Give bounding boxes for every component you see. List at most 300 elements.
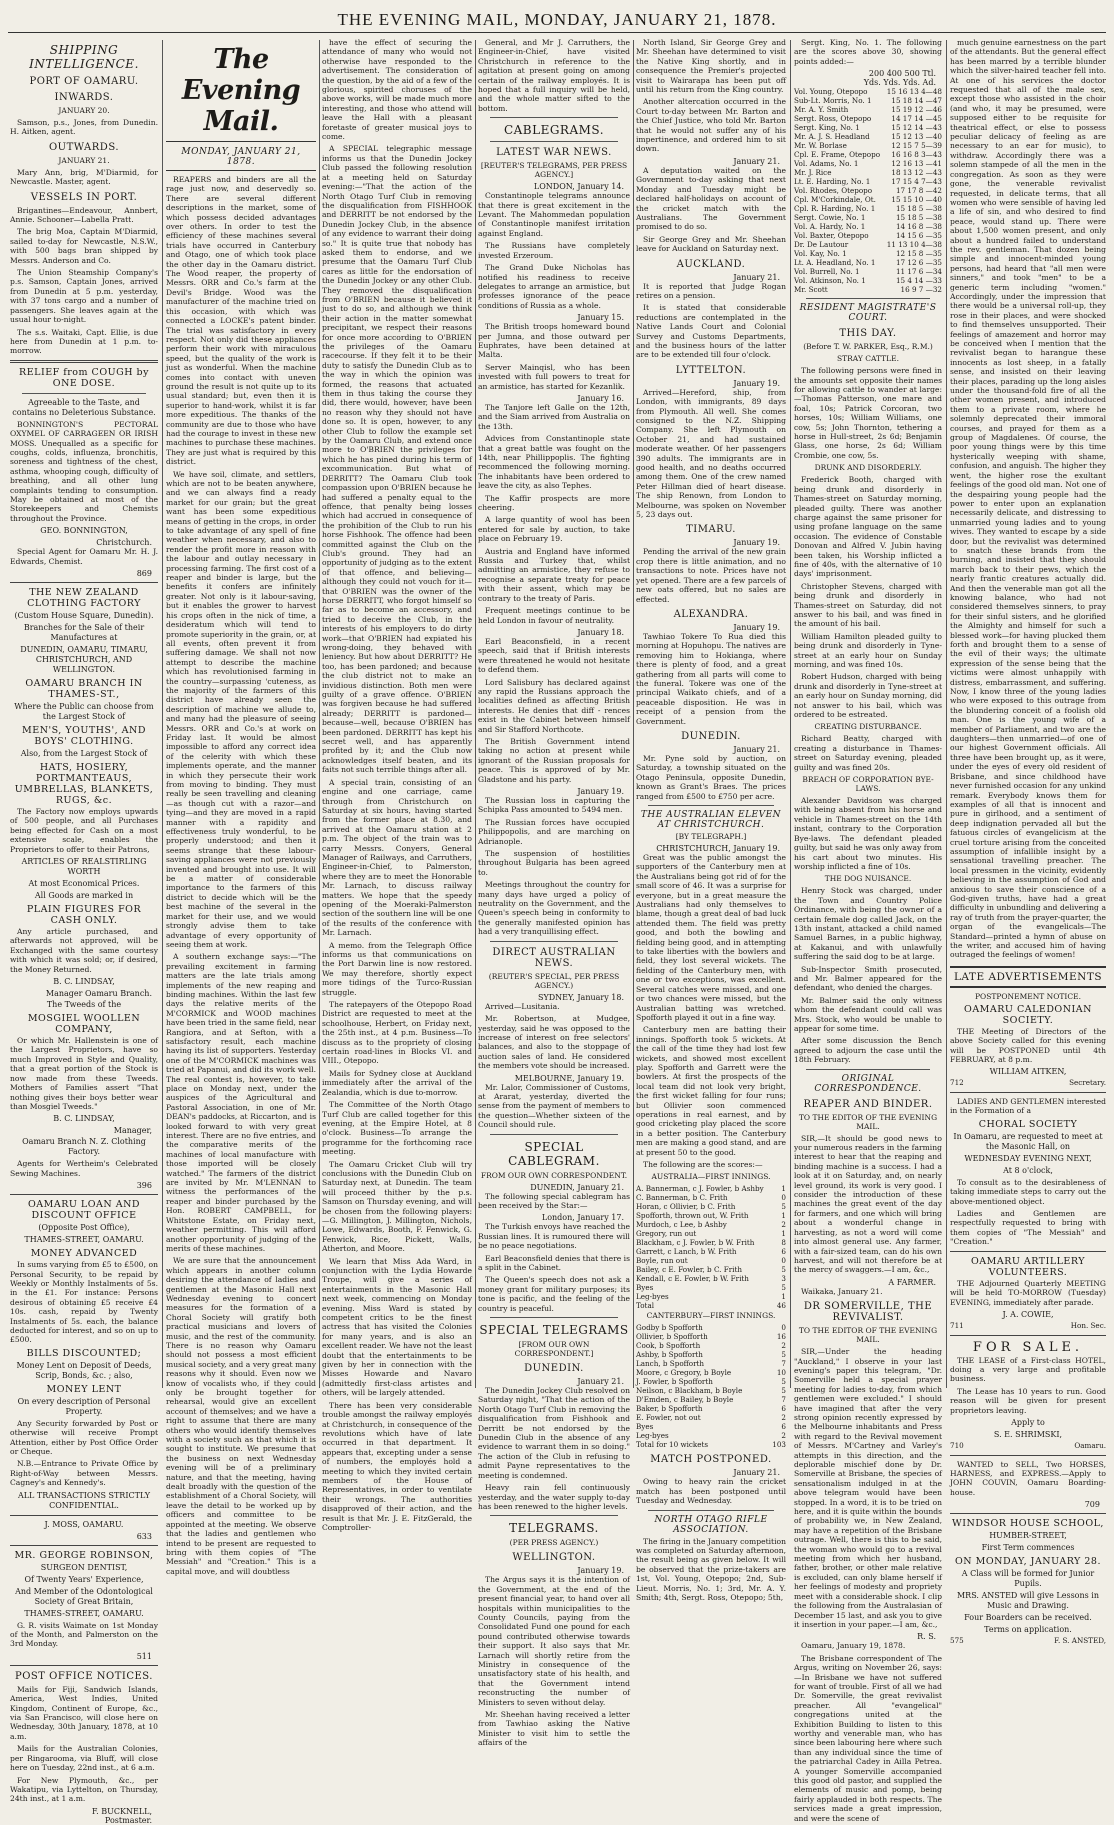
- column-1: [10, 38, 158, 1825]
- date-line: January 21.: [733, 156, 780, 166]
- row-value: 17 17 8 —42: [895, 186, 942, 196]
- ad-text: Terms on application.: [984, 1625, 1072, 1635]
- row-value: 15 15 10 —40: [891, 195, 942, 205]
- paragraph: A deputation waited on the Government to-day asking that next Monday and Tuesday might be declared half-holidays on account of the cricket match with the Australians. The Government promised to do so.: [636, 165, 786, 232]
- divider: [10, 1515, 158, 1516]
- ad-paragraph: Agents for Wertheim's Celebrated Sewing Machines.: [10, 1159, 158, 1178]
- score-row: [636, 1265, 786, 1274]
- paragraph: The Russians have completely invested Erzeroum.: [478, 241, 630, 260]
- section-subtitle: VESSELS IN PORT.: [30, 191, 138, 203]
- ad-text: First Term commences: [981, 1543, 1075, 1553]
- ad-paragraph: To consult as to the desirableness of taking immediate steps to carry out the above-mentioned object.: [950, 1177, 1106, 1206]
- section-subtitle: ALEXANDRA.: [673, 608, 749, 620]
- source-line: (REUTER'S SPECIAL, PER PRESS AGENCY.): [488, 971, 620, 990]
- divider: [490, 941, 618, 942]
- row-label: D'Emden, c Bailey, b Boyle: [636, 1395, 734, 1405]
- paragraph: Sergt. King, No. 1. The following are the scores above 30, showing points added:—: [794, 38, 942, 66]
- ad-number: 712: [950, 1078, 964, 1088]
- row-value: 8: [781, 1238, 786, 1248]
- row-label: Horan, c Ollivier, b C. Frith: [636, 1202, 736, 1212]
- paragraph: The following are the scores:—: [643, 1160, 763, 1169]
- ad-text: At most Economical Prices.: [28, 879, 140, 889]
- paragraph: Richard Beatty, charged with creating a disturbance in Thames-street on Saturday evening, pleaded guilty and was fined 20s.: [794, 734, 942, 772]
- ad-text: (Opposite Post Office),: [38, 1223, 130, 1233]
- date-line: JANUARY 20.: [58, 106, 110, 115]
- row-label: Lt. E. Harding, No. 1: [794, 177, 871, 187]
- row-value: 3: [781, 1274, 786, 1284]
- paragraph: Meetings throughout the country for many days have urged a policy of neutrality on the Government, and the Queen's speech being in conformity to the generally manifested opinion has had a very tranquillising effect.: [478, 880, 630, 937]
- score-row: [636, 1413, 786, 1422]
- paragraph: A SPECIAL telegraphic message informs us that the Dunedin Jockey Club passed the following resolution at a meeting held on Saturday evening:—"That the action of the North Otago Turf Club in removing the disqualification from FISHHOOK and DERRITT be not endorsed by the Dunedin Jockey Club, in the absence of any evidence to warrant their doing so." It is quite true that nobody has asked them to endorse, and we presume that the Oamaru Turf Club cares as little for the endorsation of the Dunedin Jockey or any other Club. They removed the disqualification from O'BRIEN because it believed it just to do so, and although we think their action in the matter somewhat precipitant, we respect their reasons for once more according to O'BRIEN the privileges of the Oamaru racecourse. If they felt it to be their duty to satisfy the Dunedin Club as to the way in which the opinion was formed, the reasons that actuated them in thus taking the course they did, there would, however, have been no reason why they should not have done so. It is open, however, to any other Club to follow the example set by the Oamaru Club, and extend once more to O'BRIEN the privileges for which he has pined during his term of excommunication. But what of DERRITT? The Oamaru Club took compassion upon O'BRIEN because he had suffered a penalty equal to the offence, that penalty being losses which had accrued in consequence of the prohibition of the Club to run his horse Fishhook. The offence had been committed against the Club on the Club's ground. They had an opportunity of judging as to the extent of that offence, and believing—although they could not vouch for it—that O'BRIEN was the owner of the horse DERRITT, who forgot himself so far as to become an accessory, and tried to deceive the Club, in the interests of his employers to do dirty work—that O'BRIEN had expiated his wrong-doing, they behaved with leniency. But how about DERRITT? He too, has been pardoned; and because the club district not to make an invidious distinction. Both men were guilty of a grave offence. O'BRIEN was forgiven because he had suffered already; DERRITT is pardoned—because—well, because O'BRIEN has been pardoned. DERRITT has kept his secret well, and has apparently profited by it; and the Club now acknowledges itself beaten, and its faits not such terrible things after all.: [322, 144, 472, 775]
- paragraph: Heavy rain fell continuously yesterday, and the water supply to-day has been renewed to the higher levels.: [478, 1483, 630, 1511]
- score-row: [636, 1350, 786, 1359]
- paragraph: North Island, Sir George Grey and Mr. Sheehan have determined to visit the Native King shortly, and in consequence the Premier's projected visit to Wairarapa has been put off until his return from the King country.: [636, 38, 786, 95]
- ad-number: 633: [136, 1531, 152, 1541]
- ad-heading: OAMARU LOAN AND DISCOUNT OFFICE: [28, 1199, 140, 1222]
- dateline: MONDAY, JANUARY 21, 1878.: [166, 144, 316, 171]
- date-line: LONDON, January 14.: [533, 182, 624, 192]
- ad-paragraph: N.B.—Entrance to Private Office by Right-of-Way between Messrs. Cagney's and Kennedy's.: [10, 1459, 158, 1488]
- ad-heading: FOR SALE.: [972, 1339, 1084, 1355]
- row-value: 2: [781, 1413, 786, 1423]
- ad-paragraph: THE Meeting of Directors of the above Society called for this evening will be POSTPONED until 4th FEBRUARY, at 8 p.m.: [950, 1026, 1106, 1065]
- address-line: TO THE EDITOR OF THE EVENING MAIL.: [798, 1326, 938, 1345]
- date-line: January 21.: [733, 1468, 780, 1478]
- row-label: Garrett, c Lanch, b W. Frith: [636, 1247, 737, 1257]
- divider: [806, 298, 930, 299]
- section-subtitle: TIMARU.: [686, 524, 736, 536]
- paragraph: Mr. Lalor, Commissioner of Customs, at Ararat, yesterday, diverted the sense from the payment of members to the question—Whether sixteen of the Council should rule.: [478, 1082, 630, 1130]
- divider: [490, 141, 618, 142]
- section-title: ORIGINAL CORRESPONDENCE.: [814, 1073, 922, 1094]
- paragraph: A memo. from the Telegraph Office informs us that communications on the Port Darwin line is now restored. We may therefore, shortly expect more tidings of the Turco-Russian struggle.: [322, 940, 472, 997]
- column-2: [166, 38, 316, 1576]
- source-line: FROM OUR OWN CORRESPONDENT.: [480, 1170, 628, 1180]
- signature: R. S.: [917, 1632, 936, 1642]
- row-value: 11 13 10 4—38: [886, 240, 942, 250]
- ad-role: Secretary.: [1069, 1078, 1106, 1088]
- ad-signature: WILLIAM AITKEN,: [989, 1067, 1067, 1077]
- row-label: Leg-byes: [636, 1292, 669, 1302]
- date-line: MELBOURNE, January 19.: [514, 1073, 624, 1083]
- column-rule: [633, 40, 634, 1388]
- ad-footer: [950, 1637, 1106, 1646]
- row-value: 15 18 5 —38: [895, 204, 942, 214]
- row-value: 6: [781, 1422, 786, 1432]
- row-label: Sergt. King, No. 1: [794, 123, 860, 133]
- paragraph: The Turkish envoys have reached the Russian lines. It is rumoured there will be no peace negotiations.: [478, 1222, 630, 1251]
- ad-footer: [950, 1322, 1106, 1331]
- row-label: Vol. A. Hardy, No. 1: [794, 222, 866, 232]
- row-label: Mr. A. J. S. Headland: [794, 132, 870, 142]
- row-label: Boyle, run out: [636, 1256, 688, 1266]
- paragraph: Frequent meetings continue to be held London in favour of neutrality.: [478, 606, 630, 625]
- ad-paragraph: Any Security forwarded by Post or otherwise will receive Prompt Attention, either by Post Office Order or Cheque.: [10, 1418, 158, 1456]
- rifle-score-row: [794, 150, 942, 159]
- paragraph: Frederick Booth, charged with being drunk and disorderly in Thames-street on Saturday morning, pleaded guilty. There was another charge against the same prisoner for using profane language on the same occasion. The evidence of Constable Donovan and Alfred V. Jubin having been taken, his Worship inflicted a fine of 40s, with the alternative of 10 days' imprisonment.: [794, 475, 942, 579]
- divider: [10, 1545, 158, 1546]
- paragraph: SIR,—It should be good news to your numerous readers in the farming interest to hear that the reaping and binding machine is a success. I had a look at it on Saturday, and, on nearly level ground, its work is very good. I consider the introduction of these machines the great event of the day for farmers, and one which will bring about a wonderful change in harvesting, as not a word will come into almost general use. Any farmer, with a fair-sized team, can do his own harvest, and will not therefore be at the mercy of swaggers.—I am, &c.,: [794, 1133, 942, 1275]
- row-value: 5: [781, 1283, 786, 1293]
- divider: [22, 393, 146, 394]
- section-title: CABLEGRAMS.: [503, 123, 605, 138]
- row-value: 0: [781, 1323, 786, 1333]
- row-value: 15 19 12 —46: [891, 105, 942, 115]
- row-label: Mr. A. Y. Smith: [794, 105, 849, 115]
- ad-text: Where the Public can choose from the Largest Stock of: [14, 702, 154, 721]
- row-value: 15 16 13 4—48: [886, 87, 942, 97]
- paragraph: The Dunedin Jockey Club resolved on Saturday night, "That the action of the North Otago Turf Club in removing the disqualification from Fishhook and Derritt be not endorsed by the Dunedin Club in the absence of any evidence to warrant them in so doing." The action of the Club in refusing to admit Payne representatives to the meeting is condemned.: [478, 1386, 630, 1480]
- paragraph: Lord Salisbury has declared against any rapid the Russians approach the localities defined as affecting British interests. He denies that diff - rences exist in the Cabinet between himself and Sir Stafford Northcote.: [478, 677, 630, 734]
- row-value: 15 18 5 —38: [895, 213, 942, 223]
- section-subtitle: THIS DAY.: [839, 328, 897, 340]
- ad-role: Hon. Sec.: [1070, 1320, 1106, 1330]
- subheading: DRUNK AND DISORDERLY.: [814, 463, 922, 473]
- section-title: TELEGRAMS.: [509, 1521, 599, 1536]
- signature: A FARMER.: [888, 1277, 936, 1287]
- paragraph: The suspension of hostilities throughout Bulgaria has been agreed to.: [478, 849, 630, 877]
- rifle-score-row: [794, 258, 942, 267]
- paragraph: The British troops homeward bound per Jumna, and those outward per Euphrates, have been detained at Malta.: [478, 322, 630, 360]
- row-label: Vol. Atkinson, No. 1: [794, 276, 866, 286]
- masthead: The Evening Mail.: [166, 38, 316, 142]
- date-line: January 15.: [577, 313, 624, 323]
- ad-text: WEDNESDAY EVENING NEXT,: [964, 1153, 1092, 1163]
- paragraph: The Oamaru Cricket Club will try conclusions with the Dunedin Club on Saturday next, at Dunedin. The team will proceed thither by the p.s. Samson on Thursday evening, and will be chosen from the following players:—G. Millington, J. Millington, Nichols, Lowe, Edwards, Booth, F. Fenwick, G. Fenwick, Rice, Pickett, Walls, Atherton, and Moore.: [322, 1159, 472, 1254]
- ad-text: The Tweeds of the: [46, 1000, 122, 1010]
- paragraph: Pending the arrival of the new grain crop there is little animation, and no transactions to note. Prices have not yet opened. There are a few parcels of new oats offered, but no sales are effected.: [636, 547, 786, 604]
- divider: [648, 805, 774, 806]
- source-line: (Before T. W. PARKER, Esq., R.M.): [803, 342, 933, 352]
- section-subtitle: DUNEDIN.: [681, 730, 741, 742]
- ad-paragraph: WANTED to SELL, Two HORSES, HARNESS, and EXPRESS.—Apply to JOHN COUVIN, Oamaru Boarding-house.: [950, 1459, 1106, 1497]
- ad-signature: J. A. COWIE,: [1002, 1309, 1054, 1319]
- score-row: [636, 1332, 786, 1341]
- score-row: [636, 1184, 786, 1193]
- ad-signature: F. S. ANSTED,: [1054, 1636, 1106, 1646]
- date-line: JANUARY 21.: [58, 155, 110, 165]
- rifle-score-row: [794, 159, 942, 168]
- column-6: [794, 38, 942, 1823]
- section-subtitle: OUTWARDS.: [48, 141, 120, 153]
- ad-paragraph: THE LEASE of a First-class HOTEL, doing a very large and profitable business.: [950, 1355, 1106, 1384]
- section-subtitle: LATEST WAR NEWS.: [496, 147, 612, 159]
- ad-text: ARTICLES OF REALSTIRLING WORTH: [21, 857, 147, 877]
- date-line: January 19.: [733, 378, 780, 388]
- paragraph: The following special cablegram has been received by the Star:—: [478, 1191, 630, 1210]
- ad-text: MRS. ANSTED will give Lessons in Music and Drawing.: [956, 1591, 1099, 1611]
- row-value: 15 4 14 —33: [895, 276, 942, 286]
- row-value: 7: [781, 1395, 786, 1405]
- row-label: E. Fowler, not out: [636, 1413, 701, 1423]
- paragraph: For New Plymouth, &c., per Wakatipu, via Lyttelton, on Thursday, 24th inst., at 1 a.m.: [10, 1775, 158, 1804]
- ad-paragraph: Ladies and Gentlemen are respectfully requested to bring with them copies of "The Messiah" and "Creation.": [950, 1209, 1106, 1247]
- divider: [490, 1317, 618, 1318]
- rifle-score-row: [794, 87, 942, 96]
- row-value: 0: [781, 1256, 786, 1266]
- paragraph: Mr. Sheehan having received a letter from Tawhiao asking the Native Minister to visit him to settle the affairs of the: [478, 1710, 630, 1748]
- ad-paragraph: Any article purchased, and afterwards not approved, will be Exchanged with the same courtesy with which it was sold; or, if desired, the Money Returned.: [10, 927, 158, 974]
- paragraph: It is stated that considerable reductions are contemplated in the Native Lands Court and Colonial Survey and Customs Departments, and the business hours of the latter are to be extended till four o'clock.: [636, 303, 786, 360]
- row-label: Murdoch, c Lee, b Ashby: [636, 1220, 727, 1230]
- paragraph: The firing in the January competition was completed on Saturday afternoon, the result being as given below. It will be observed that the prize-takers are 1st, Vol. Young, Otepopo; 2nd, Sub-Lieut. Morris, No. 1; 3rd, Mr. A. Y. Smith; 4th, Sergt. Ross, Otepopo; 5th,: [636, 1536, 786, 1603]
- ad-text: Of Twenty Years' Experience,: [24, 1574, 144, 1584]
- rifle-score-row: [794, 96, 942, 105]
- row-label: Sergt. Cowie, No. 1: [794, 213, 866, 223]
- score-row: [636, 1202, 786, 1211]
- rifle-score-row: [794, 132, 942, 141]
- date-line: January 19.: [577, 787, 624, 796]
- row-value: 5: [781, 1377, 786, 1387]
- rifle-score-row: [794, 114, 942, 123]
- date-line: January 19.: [733, 622, 780, 632]
- section-title: POST OFFICE NOTICES.: [15, 1670, 153, 1682]
- score-total: [636, 1440, 786, 1449]
- row-value: 6: [781, 1404, 786, 1414]
- ad-heading: MR. GEORGE ROBINSON,: [14, 1549, 154, 1561]
- row-value: 0: [781, 1193, 786, 1203]
- innings-heading: CANTERBURY—FIRST INNINGS.: [646, 1311, 776, 1321]
- score-total: [636, 1301, 786, 1310]
- paragraph: A large quantity of wool has been entered for sale by auction, to take place on February 19.: [478, 515, 630, 544]
- page-header: THE EVENING MAIL, MONDAY, JANUARY 21, 1878.: [8, 6, 1106, 33]
- ad-heading: POSTPONEMENT NOTICE.: [975, 991, 1081, 1001]
- subheading: THE DOG NUISANCE.: [824, 874, 912, 884]
- paragraph: Christopher Stevens, charged with being drunk and disorderly in Thames-street on Saturday, did not answer to his bail, and was fined in the amount of his bail.: [794, 581, 942, 629]
- ad-text: Four Boarders can be received.: [964, 1613, 1092, 1623]
- paragraph: Henry Stock was charged, under the Town and Country Police Ordinance, with being the owner of a certain female dog called Jack, on the 13th instant, attacked a child named Samuel Barnes, in a public highway, at Kakanui, and with unlawfully suffering the said dog to be at large.: [794, 886, 942, 962]
- score-row: [636, 1359, 786, 1368]
- row-value: 7: [781, 1359, 786, 1369]
- section-title: LATE ADVERTISEMENTS: [950, 966, 1106, 988]
- divider: [490, 1134, 618, 1135]
- divider: [490, 1515, 618, 1516]
- section-title: THE AUSTRALIAN ELEVEN AT CHRISTCHURCH.: [640, 810, 782, 830]
- ad-text: Money Lent on Deposit of Deeds, Scrip, Bonds, &c. ; also,: [16, 1360, 152, 1380]
- row-label: Ollivier, b Spofforth: [636, 1332, 708, 1342]
- section-title: SPECIAL TELEGRAMS: [479, 1323, 629, 1338]
- paragraph: Mr. Pyne sold by auction, on Saturday, a township situated on the Otago Peninsula, opposite Dunedin, known as Grant's Braes. The prices ranged from £500 to £750 per acre.: [636, 753, 786, 801]
- score-row: [636, 1211, 786, 1220]
- divider: [10, 1194, 158, 1195]
- score-row: [636, 1422, 786, 1431]
- row-label: Byes: [636, 1422, 654, 1432]
- date-line: SYDNEY, January 18.: [537, 992, 624, 1002]
- paragraph: The Committee of the North Otago Turf Club are called together for this evening, at the Empire Hotel, at 8 o'clock. Business—To arrange the programme for the forthcoming race meeting.: [322, 1100, 472, 1157]
- ad-text: All Goods are marked in: [34, 891, 134, 901]
- paragraph: Server Mainqisl, who has been invested with full powers to treat for an armistice, has started for Kezanlik.: [478, 362, 630, 391]
- divider: [10, 582, 158, 583]
- rifle-score-row: [794, 285, 942, 294]
- address-line: TO THE EDITOR OF THE EVENING MAIL.: [798, 1112, 938, 1131]
- paragraph: The Russian forces have occupied Philippopolis, and are marching on Adrianople.: [478, 817, 630, 846]
- paragraph: The following persons were fined in the amounts set opposite their names for allowing cattle to wander at large:—Thomas Patterson, one mare and foal, 10s; Patrick Corcoran, two horses, 10s; William Williams, one cow, 5s; John Thornton, tethering a horse in Hull-street, 2s 6d; Benjamin Glass, one horse, 2s 6d; William Crombie, one cow, 5s.: [794, 366, 942, 460]
- row-label: Godby b Spofforth: [636, 1323, 703, 1333]
- divider: [10, 1665, 158, 1666]
- row-label: Neilson, c Blackham, b Boyle: [636, 1386, 743, 1396]
- section-subtitle: DUNEDIN.: [524, 1363, 584, 1375]
- row-label: Mr. J. Rice: [794, 168, 832, 178]
- ad-number: 575: [950, 1636, 964, 1646]
- ad-heading: MEN'S, YOUTHS', AND BOYS' CLOTHING.: [22, 725, 146, 747]
- row-value: 14 16 8 —38: [895, 222, 942, 232]
- row-value: 1: [781, 1184, 786, 1194]
- score-row: [636, 1283, 786, 1292]
- ad-text: THAMES-STREET, OAMARU.: [24, 1235, 144, 1245]
- ad-footer: [950, 1079, 1106, 1088]
- paragraph: The Union Steamship Company's p.s. Samson, Captain Jones, arrived from Dunedin at 5 p.m. yesterday, with 37 tons cargo and a number of passengers. She leaves again at the usual hour to-night.: [10, 268, 158, 325]
- date-line: January 18.: [577, 627, 624, 637]
- divider: [950, 1335, 1106, 1336]
- divider: [950, 1455, 1106, 1456]
- row-value: 10: [776, 1368, 786, 1378]
- row-label: C. Bannerman, b C. Frith: [636, 1193, 728, 1203]
- column-7: [950, 38, 1106, 1646]
- ad-text: HUMBER-STREET,: [989, 1531, 1067, 1541]
- scorecard-canterbury: [636, 1323, 786, 1440]
- paragraph: The Kaffir prospects are more cheering.: [478, 493, 630, 513]
- ad-text: At 8 o'clock,: [1003, 1165, 1053, 1175]
- subheading: CREATING DISTURBANCE.: [814, 722, 922, 732]
- paragraph: The Russian loss in capturing the Schipka Pass amounted to 5494 men.: [478, 796, 630, 815]
- row-label: Vol. Burrell, No. 1: [794, 267, 860, 277]
- signature-role: Postmaster.: [104, 1815, 152, 1825]
- rifle-score-row: [794, 141, 942, 150]
- source-line: [REUTER'S TELEGRAMS, PER PRESS AGENCY.]: [480, 161, 628, 180]
- score-row: [636, 1395, 786, 1404]
- paragraph: The Grand Duke Nicholas has notified his readiness to receive delegates to arrange an armistice, but professes ignorance of the peace conditions of Russia as a whole.: [478, 263, 630, 310]
- ad-heading: ON MONDAY, JANUARY 28.: [955, 1556, 1101, 1568]
- row-label: Spofforth, thrown out, W. Frith: [636, 1211, 749, 1221]
- ad-paragraph: Or which Mr. Hallenstein is one of the Largest Proprietors, have so much Improved in Style and Quality, that a great portion of the Stock is now made from these Tweeds. Mothers of Families assert "That nothing gives their boys better wear than Mosgiel Tweeds.": [10, 1036, 158, 1111]
- paragraph: Sub-Inspector Smith prosecuted, and Mr. Balmer appeared for the defendant, who denied the charges.: [794, 964, 942, 993]
- column-rule: [162, 40, 163, 1388]
- row-label: Sub-Lt. Morris, No. 1: [794, 96, 872, 106]
- date-line: January 19.: [577, 1566, 624, 1576]
- row-label: Lt. A. Headland, No. 1: [794, 258, 876, 268]
- row-value: 16: [776, 1332, 786, 1342]
- rifle-score-row: [794, 276, 942, 285]
- row-value: 1: [781, 1229, 786, 1239]
- ad-text: And Member of the Odontological Society of Great Britain,: [15, 1586, 153, 1606]
- row-value: 12 15 8 —35: [895, 249, 942, 259]
- editorial-paragraph: REAPERS and binders are all the rage just now, and deservedly so. There are several different descriptions in the market, some of which possess decided advantages over others. In order to test the efficiency of these machines several trials have occurred in Canterbury and Otago, one of which took place the other day in the Oamaru district. The Wood reaper, the property of Messrs. ORR and Co.'s farm at the Devil's Bridge. Wood was the manufacturer of the machine tried on this occasion, with which was connected a LOCKE's patent binder. The trial was satisfactory in every respect. Not only did these appliances perform their work with miraculous speed, but the quality of the work is just as wonderful. When the machine comes into contact with uneven ground the result is not quite up to its usual standard; but, even then it is superior to hand-work, whilst it is far more expeditious. The thanks of the community are due to those who have had the courage to invest in these new machines to purchase these machines. They are just what is required by this district.: [166, 175, 316, 467]
- ad-paragraph: BONNINGTON'S PECTORAL OXYMEL OF CARRAGEEN OR IRISH MOSS. Unequalled as a specific for coughs, colds, influenza, bronchitis, soreness and tightness of the chest, asthma, whooping cough, difficulty of breathing, and all other lung complaints tending to consumption. May be obtained at most of the Storekeepers and Chemists throughout the Province.: [10, 419, 158, 523]
- divider: [950, 1513, 1106, 1514]
- column-rule: [475, 40, 476, 1388]
- paragraph: Waikaka, January 21.: [801, 1286, 883, 1296]
- rifle-score-row: [794, 168, 942, 177]
- paragraph: The ratepayers of the Otepopo Road District are requested to meet at the schoolhouse, Herbert, on Friday next, the 25th inst., at 4 p.m. Business—To discuss as to the propriety of closing certain road-lines in Blocks VI. and VIII., Otepopo.: [322, 1000, 472, 1066]
- row-value: 2: [781, 1341, 786, 1351]
- row-label: Sergt. Ross, Otepopo: [794, 114, 872, 124]
- subheading: BREACH OF CORPORATION BYE-LAWS.: [802, 775, 934, 794]
- source-line: [BY TELEGRAPH.]: [675, 832, 747, 841]
- rifle-score-row: [794, 240, 942, 249]
- rifle-score-row: [794, 195, 942, 204]
- paragraph: Mails for the Australian Colonies, per Ringarooma, via Bluff, will close here on Tuesday, 22nd inst., at 6 a.m.: [10, 1744, 158, 1773]
- score-row: [636, 1386, 786, 1395]
- paragraph: Mr. Balmer said the only witness whom the defendant could call was Mrs. Stock, who would be unable to appear for some time.: [794, 995, 942, 1033]
- rifle-score-row: [794, 123, 942, 132]
- rifle-score-table: [794, 87, 942, 294]
- row-label: Vol. Baxter, Otepopo: [794, 231, 869, 241]
- ad-paragraph: LADIES AND GENTLEMEN interested in the Formation of a: [950, 1097, 1106, 1116]
- rifle-score-row: [794, 222, 942, 231]
- ad-heading: BILLS DISCOUNTED;: [26, 1347, 142, 1359]
- row-label: Baker, b Spofforth: [636, 1404, 703, 1414]
- row-label: Cpl. E. Frame, Otepopo: [794, 150, 881, 160]
- total-value: 103: [772, 1440, 786, 1450]
- ad-text: In Oamaru, are requested to meet at the Masonic Hall, on: [953, 1131, 1103, 1151]
- divider: [950, 1251, 1106, 1252]
- ad-heading: THE NEW ZEALAND CLOTHING FACTORY: [27, 587, 141, 609]
- paragraph: William Hamilton pleaded guilty to being drunk and disorderly in Tyne-street at an early hour on Sunday morning, and was fined 10s.: [794, 631, 942, 669]
- column-rule: [790, 40, 791, 1388]
- row-value: 1: [781, 1211, 786, 1221]
- row-value: 1: [781, 1292, 786, 1302]
- section-title: SPECIAL CABLEGRAM.: [508, 1139, 600, 1168]
- date-line: January 16.: [577, 393, 624, 403]
- row-label: Cook, b Spofforth: [636, 1341, 701, 1351]
- row-value: 12 15 7 5—39: [891, 141, 942, 151]
- row-value: 14 17 14 —45: [891, 114, 942, 124]
- column-4: [478, 38, 630, 1748]
- ad-paragraph: The Factory now employs upwards of 500 people, and all Purchases being effected for Cash on a most extensive scale, enables the Proprietors to offer to their Patrons,: [10, 807, 158, 854]
- paragraph: Great was the public amongst the supporters of the Canterbury men at the Australians being got rid of for the small score of 46. It was a surprise for everyone, but in a great measure the Australians had only themselves to blame, though a great deal of bad luck attended them. The field was pretty good, and both the bowling and fielding being good, and in attempting to take liberties with the bowlers and field, they lost several wickets. The fielding of the Canterbury men, with one or two exceptions, was excellent. Several catches were missed, and one or two chances were missed, but the Australian batting was wretched. Spofforth played it out in a fine way.: [636, 853, 786, 1022]
- rifle-score-row: [794, 267, 942, 276]
- score-row: [636, 1247, 786, 1256]
- section-subtitle: MATCH POSTPONED.: [650, 1454, 772, 1466]
- paragraph: Mails for Fiji, Sandwich Islands, America, West Indies, United Kingdom, Continent of Europe, &c., via San Francisco, will close here on Wednesday, 30th January, 1878, at 10 a.m.: [10, 1684, 158, 1741]
- rifle-score-row: [794, 177, 942, 186]
- score-row: [636, 1238, 786, 1247]
- ad-text: Branches for the Sale of their Manufactures at: [23, 623, 145, 642]
- divider: [806, 1069, 930, 1070]
- row-value: 17 15 4 7—43: [891, 177, 942, 187]
- date-line: London, January 17.: [541, 1213, 624, 1223]
- section-title: NORTH OTAGO RIFLE ASSOCIATION.: [654, 1514, 768, 1535]
- column-rule: [946, 40, 947, 1388]
- ad-signature: J. MOSS, OAMARU.: [44, 1519, 124, 1529]
- score-row: [636, 1377, 786, 1386]
- scorecard-australia: [636, 1184, 786, 1301]
- paragraph: Canterbury men are batting their innings. Spofforth took 5 wickets. At the call of the time they had lost few wickets, and showed most excellent play. Spofforth and Garrett were the bowlers. At first the prospects of the local team did not look very bright, the first wicket falling for four runs; but Ollivier soon commenced operations in real earnest, and by good cricketing play placed the score in a better position. The Canterbury men are making a good stand, and are at present 50 to the good.: [636, 1025, 786, 1157]
- row-label: Lanch, b Spofforth: [636, 1359, 705, 1369]
- row-value: 11 17 6 —34: [895, 267, 942, 277]
- score-row: [636, 1193, 786, 1202]
- ad-text: Agreeable to the Taste, and contains no Deleterious Substance.: [12, 397, 156, 417]
- paragraph: Alexander Davidson was charged with being absent from his horse and vehicle in Thames-street on the 14th instant, contrary to the Corporation Bye-laws. The defendant pleaded guilty, but said he was only away from his cart about two minutes. His worship inflicted a fine of 10s.: [794, 796, 942, 871]
- ad-signature: GEO. BONNINGTON,: [40, 526, 128, 536]
- paragraph: much genuine earnestness on the part of the attendants. But the general effect has been marred by a terrible blunder which the silver-haired teacher fell into. At one of his services the doctor requested that all of the male sex, except those who assisted in the choir (and who, it may be presumed, were supposed either to be requisite for theatrical effect, or else to possess peculiar delicacy of feeling as are necessary to an ear for music), to withdraw. Accordingly there was a solemn stampede of all the men in the congregation. As soon as they were gone, the venerable revivalist requested, in delicate terms, that all women who were sensible of having led a life of sin, and who desired to find peace, would stand up. There were about 1,500 women present, and only about a hundred failed to understand the rev. gentleman. That dozen being simple and innocent-minded young persons, had heard that "all men were sinners," and took "men" to be a generic term including "women." Accordingly, under the impression that there would be a universal roll-up, they rose in their places, and were shocked to find themselves unsupported. Their feelings of amazement and horror may be conceived when I mention that the revivalist began to harangue these innocents as lost sheep, in a fatally sense, and insisted on their leaving their places, parading up the long aisles under the thousand-fold fire of all the other women present, and introduced them to a private room, where he solemnly deprecated their immoral courses, and prayed for them as a group of Magdalenes. Of course, the poor young things were by this time hysterically weeping with shame, confusion, and anguish. The higher they went, the higher rose the exultant feelings of the good old man. Not one of the despairing young people had the power to enter upon an explanation necessarily delicate, and distressing to unmarried young ladies and to young wives. They wanted to escape by a side door, but the revivalist was determined to snatch these brands from the burning, and insisted that they should march back to their pews, which the nearly frantic creatures actually did. And then the venerable man got all the knowing balance, who had not considered themselves sinners, to pray for their sinful sisters, and he glorified the Almighty and himself for such a blessed work—for having plucked them forth and brought them to a sense of the evil of their ways; the ultimate expression of the sense being that the victims were almost unhappily with distress, embarrassment, and suffering. Now, I know three of the young ladies who were exposed to this outrage from the blundering conceit of a foolish old man. One is the young wife of a member of Parliament, and two are the daughters—then unmarried—of one of our highest Government officials. All three have been brought up, as it were, under the eyes of every old resident of Brisbane, and since childhood have never furnished occasion for any unkind remark. Everybody knows them for examples of all that is innocent and pure in girlhood, and a sentiment of deep indignation pervaded all but the fatuous circles of evangelicism at the cruel torture arising from the conceited assumption of infallible insight by a sensational travelling preacher. The local pressmen in the vicinity, evidently believing in the assumption of God and anxious to save their conscience of a God-given truths, have had a great difficulty in unbundling and delivering a ray of truth from the prayer-quarter, the organ of the evangelicals—The Standard—printed a hymn of abuse on the writer, and accused him of having outraged the feelings of women!: [950, 38, 1106, 960]
- divider: [10, 360, 158, 363]
- ad-text: Oamaru Branch N. Z. Clothing Factory.: [22, 1137, 146, 1157]
- row-label: Cpl. M'Corkindale, Ot.: [794, 195, 876, 205]
- row-value: 14 15 6 —35: [895, 231, 942, 241]
- ad-signature: S. E. SHRIMSKI,: [993, 1429, 1063, 1439]
- editorial-paragraph: We have soil, climate, and settlers, which are not to be beaten anywhere, and we can always find a ready market for our grain; but the great want has been some expeditious means of getting in the crops, in order to take advantage of any spell of fine weather when necessary, and also to render the profit more in reason with the labour and outlay necessary in processing farming. The first cost of a reaper and binder is large, but the benefits it confers are infinitely greater. Not only is it labour-saving, but it enables the grower to harvest his crops often in the nick of time, a desideratum which will tend to promote superiority in the grain, or, at all events, often prevent it from suffering damage. We shall not now attempt to describe the machine which has revolutionised farming in the country—surpassing 'cuteness, as the majority of the farmers of this district have already seen the description of machine we allude to, and many had the pleasure of seeing Messrs. ORR and Co.'s at work on Friday last. It would be almost impossible to afford any correct idea of the celerity with which these implements operate, and the manner in which they persecute their work from moving to binding. They must really be seen travelling and cleaning—as though cut with a razor—and tying—and they are moved in a rapid manner with a rapidity and effectiveness truly wonderful, to be properly understood; and then it seems strange that these labour-saving appliances were not previously invented and brought into use. It will be a matter of considerable importance to the farmers of this district to decide which will be the best machine of the several in the market for their use, and we would strongly advise them to take advantage of every opportunity of seeing them at work.: [166, 469, 316, 949]
- paragraph: The Tanjore left Galle on the 12th, and the Siam arrived from Australia on the 13th.: [478, 402, 630, 431]
- paragraph: The Queen's speech does not ask a money grant for military purposes; its tone is pacific, and the feeling of the country is peaceful.: [478, 1275, 630, 1313]
- paragraph: Austria and England have informed Russia and Turkey that, whilst admitting an armistice, they refuse to recognise a separate treaty for peace with their assent, which may be contrary to the treaty of Paris.: [478, 546, 630, 603]
- paragraph: The brig Moa, Captain M'Diarmid, sailed to-day for Newcastle, N.S.W., with 500 bags bran shipped by Messrs. Anderson and Co.: [10, 227, 158, 265]
- divider: [490, 117, 618, 118]
- divider: [950, 1092, 1106, 1093]
- ad-text: A Class will be formed for Junior Pupils.: [961, 1569, 1095, 1589]
- row-value: 5: [781, 1265, 786, 1275]
- ad-text: THAMES-STREET, OAMARU.: [24, 1608, 144, 1618]
